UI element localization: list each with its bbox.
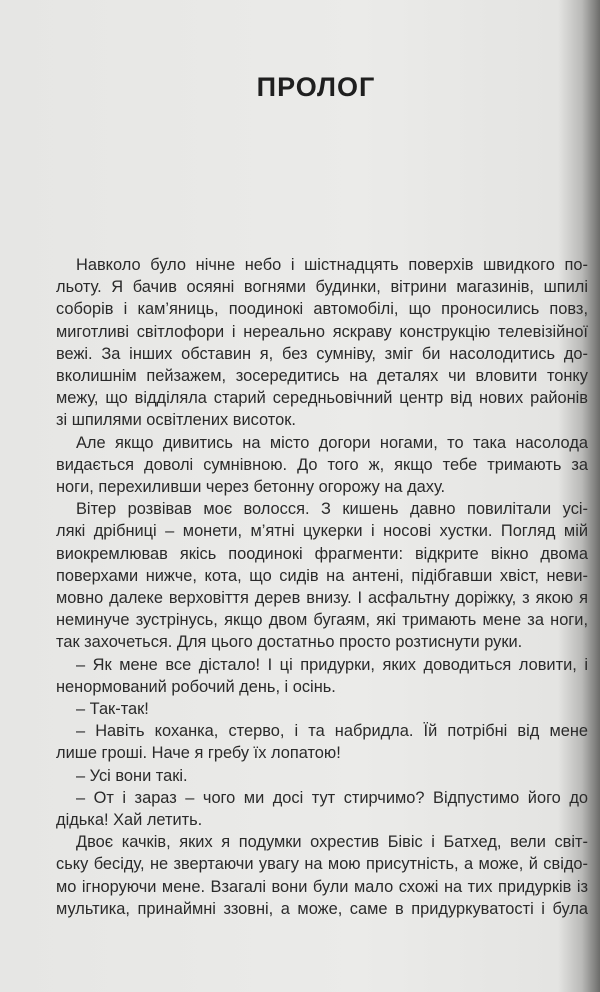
chapter-title: ПРОЛОГ: [256, 72, 376, 102]
text-line: – Усі вони такі.: [76, 766, 188, 785]
paragraph: [56, 698, 588, 720]
paragraph: [56, 787, 588, 831]
text-line: ненормований робочий день, і осінь.: [56, 677, 336, 696]
text-line: мовно далеке верховіття дерев внизу. І асфальтну доріжку, з якою я: [56, 589, 588, 608]
text-line: так захочеться. Для цього достатньо просто розтиснути руки.: [56, 633, 523, 652]
text-line: миготливі світлофори і нереально яскраву конструкцію телевізійної: [56, 322, 588, 341]
text-line: мо ігноруючи мене. Взагалі вони були мало схожі на тих придурків із: [56, 877, 588, 896]
text-line: лякі дрібниці – монети, м’ятні цукерки і носові хустки. Погляд мій: [56, 522, 588, 541]
text-line: неминуче зустрінусь, якщо двом бугаям, які тримають мене за ноги,: [56, 611, 588, 630]
text-line: виокремлював якісь поодинокі фрагменти: відкрите вікно двома: [56, 544, 588, 563]
text-line: мультика, принаймні ззовні, а може, саме в придуркуватості і була: [56, 899, 588, 918]
body-text: [56, 254, 588, 920]
text-line: льоту. Я бачив осяяні вогнями будинки, вітрини магазинів, шпилі: [56, 278, 588, 297]
text-line: Але якщо дивитись на місто догори ногами, то така насолода: [76, 433, 588, 452]
paragraph: [56, 254, 588, 432]
text-line: видається доволі сумнівною. До того ж, якщо тебе тримають за: [56, 455, 588, 474]
text-line: зі шпилями освітлених висоток.: [56, 411, 296, 430]
paragraph: [56, 831, 588, 920]
text-line: межу, що відділяла старий середньовічний центр від нових районів: [56, 389, 588, 408]
text-line: Вітер розвівав моє волосся. З кишень давно повилітали усі-: [76, 500, 588, 519]
paragraph: [56, 765, 588, 787]
text-line: – Так-так!: [76, 700, 149, 719]
text-line: – От і зараз – чого ми досі тут стирчимо? Відпустимо його до: [76, 788, 588, 807]
paragraph: [56, 432, 588, 499]
text-line: ську бесіду, не звертаючи увагу на мою присутність, а може, й свідо-: [56, 855, 588, 874]
paragraph: [56, 720, 588, 764]
paragraph: [56, 654, 588, 698]
text-line: ноги, перехиливши через бетонну огорожу на даху.: [56, 478, 446, 497]
text-line: вежі. За інших обставин я, без сумніву, зміг би насолодитись до-: [56, 344, 588, 363]
text-line: соборів і кам’яниць, поодинокі автомобілі, що проносились повз,: [56, 300, 588, 319]
text-line: лише гроші. Наче я гребу їх лопатою!: [56, 744, 341, 763]
text-line: – Як мене все дістало! І ці придурки, яких доводиться ловити, і: [76, 655, 588, 674]
text-line: дідька! Хай летить.: [56, 811, 203, 830]
text-line: Двоє качків, яких я подумки охрестив Бівіс і Батхед, вели світ-: [76, 833, 588, 852]
text-line: поверхами нижче, кота, що сидів на антені, підібгавши хвіст, неви-: [56, 566, 588, 585]
text-line: – Навіть коханка, стерво, і та набридла. Їй потрібні від мене: [76, 722, 588, 741]
text-line: вколишнім пейзажем, зосередитись на деталях чи вловити тонку: [56, 367, 588, 386]
paragraph: [56, 498, 588, 653]
text-line: Навколо було нічне небо і шістнадцять поверхів швидкого по-: [76, 256, 588, 274]
